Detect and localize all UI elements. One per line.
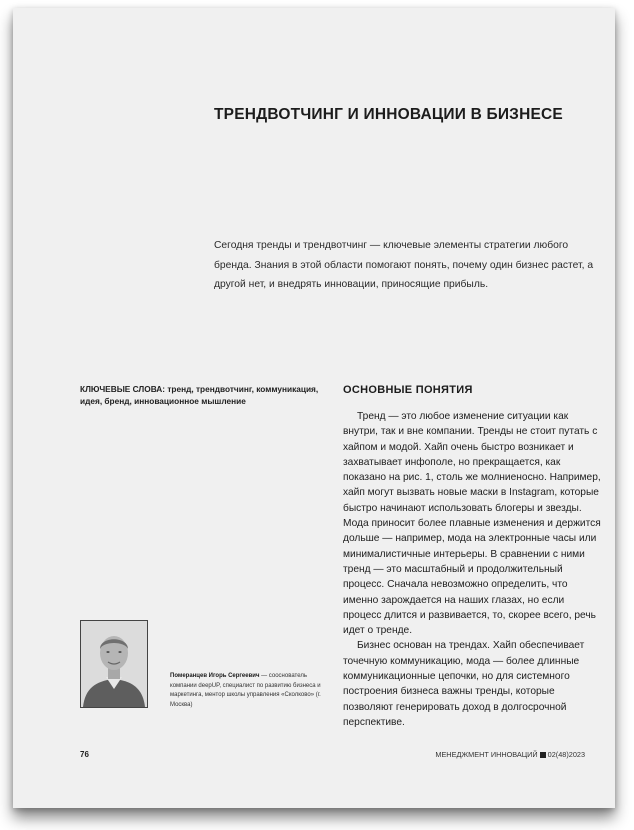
- article-lead: Сегодня тренды и трендвотчинг — ключевые элементы стратегии любого бренда. Знания в этой области помогают понять, почему один бизнес растет, а другой нет, и внедрять инновации, приносящие прибыль.: [214, 240, 594, 290]
- journal-footer: [435, 750, 585, 759]
- author-bio: — сооснователь компании deepUP, специалист по развитию бизнеса и маркетинга, ментор школы управления «Сколково» (г. Москва): [170, 673, 321, 708]
- issue-number: 02(48)2023: [547, 750, 585, 759]
- author-portrait-icon: [81, 621, 147, 707]
- author-name: Померанцев Игорь Сергеевич: [170, 673, 260, 679]
- keywords-list: тренд, трендвотчинг, коммуникация, идея, бренд, инновационное мышление: [80, 384, 319, 406]
- article-title: ТРЕНДВОТЧИНГ И ИННОВАЦИИ В БИЗНЕСЕ: [214, 106, 563, 123]
- keywords-block: [80, 384, 332, 407]
- section-title: ОСНОВНЫЕ ПОНЯТИЯ: [343, 384, 473, 396]
- journal-name: МЕНЕДЖМЕНТ ИННОВАЦИЙ: [435, 750, 538, 759]
- keywords-label: КЛЮЧЕВЫЕ СЛОВА:: [80, 384, 166, 394]
- body-paragraph: Тренд — это любое изменение ситуации как внутри, так и вне компании. Тренды не стоит путать с хайпом и модой. Хайп очень быстро возникает и захватывает инфополе, но прекращается, как показано на рис. 1, столь же молниеносно. Например, хайп могут вызвать новые маски в Instagram, которые быстро начинают использовать блогеры и звезды. Мода приносит более плавные изменения и держится дольше — например, мода на электронные часы или минималистичные интерьеры. В сравнении с ними тренд — это масштабный и продолжительный процесс. Сначала невозможно определить, что именно зарождается на наших глазах, но если процесс длится и развивается, то, скорее всего, речь идет о тренде.: [343, 411, 601, 637]
- author-photo: [80, 620, 148, 708]
- article-body: [343, 409, 601, 730]
- page-number: 76: [80, 750, 89, 759]
- square-separator-icon: [540, 752, 546, 758]
- magazine-page: [13, 8, 615, 808]
- author-info: [170, 672, 324, 710]
- body-paragraph: Бизнес основан на трендах. Хайп обеспечивает точечную коммуникацию, мода — более длинные коммуникационные цепочки, но для системного построения бизнеса важны тренды, которые позволяют генерировать доход в долгосрочной перспективе.: [343, 640, 585, 728]
